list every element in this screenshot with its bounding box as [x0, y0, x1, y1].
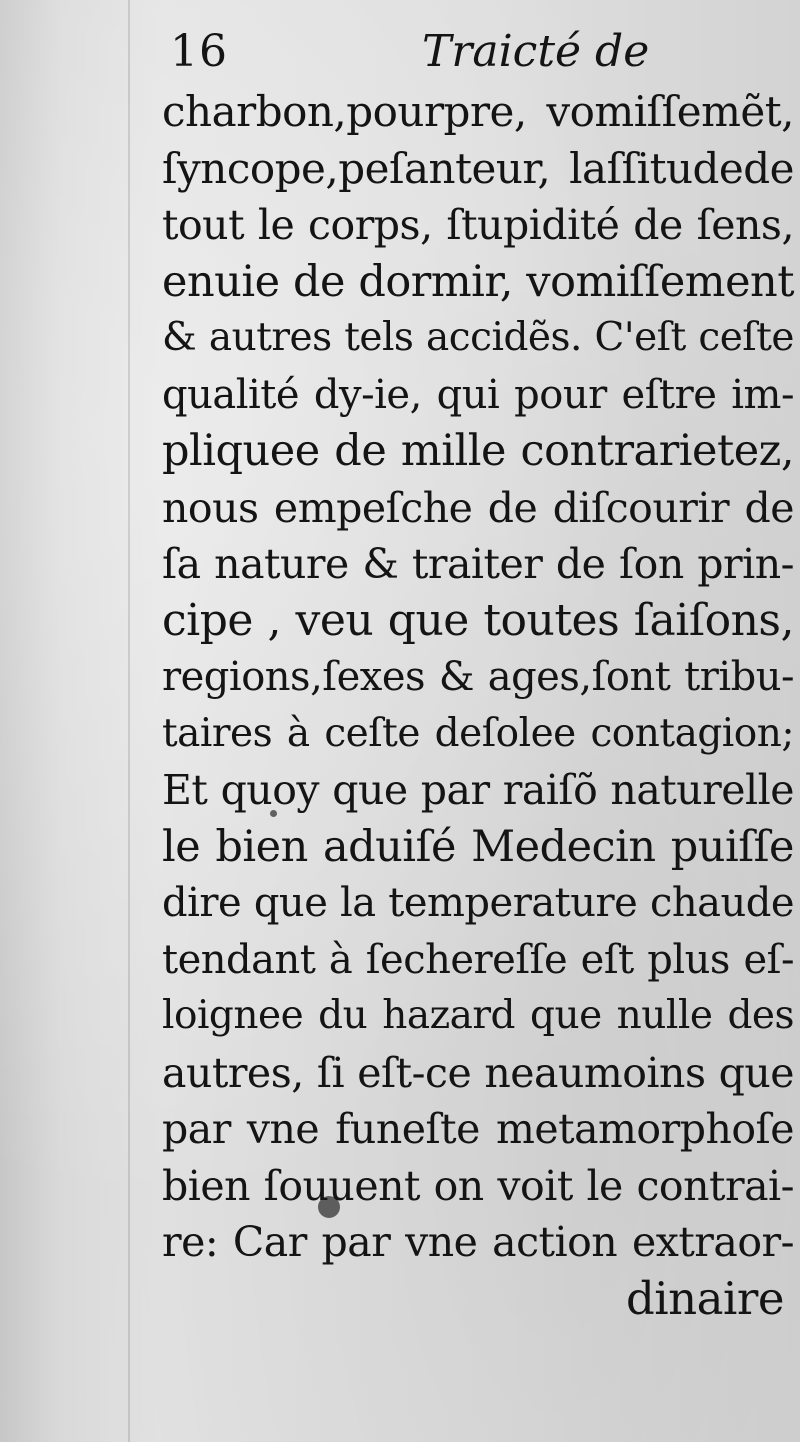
text-line: tendant à ſechereſſe eſt plus eſ-	[162, 936, 794, 983]
text-line: qualité dy-ie, qui pour eſtre im-	[162, 371, 794, 418]
text-line: cipe , veu que toutes ſaiſons,	[162, 594, 794, 646]
body-text	[162, 84, 794, 1327]
text-line: loignee du hazard que nulle des	[162, 993, 794, 1038]
text-line-catchword: dinaire	[625, 1271, 784, 1325]
page-number: 16	[170, 26, 228, 77]
page-gutter	[128, 0, 130, 1442]
text-line: le bien aduiſé Medecin puiſſe	[162, 821, 794, 872]
text-line: enuie de dormir, vomiſſement	[162, 256, 794, 307]
running-title: Traicté de	[422, 26, 650, 77]
text-line: charbon,pourpre, vomiſſemẽt,	[162, 87, 794, 136]
text-line: Et quoy que par raiſõ naturelle	[162, 766, 794, 814]
text-line: nous empeſche de diſcourir de	[162, 483, 794, 532]
text-line: regions,ſexes & ages,ſont tribu-	[162, 654, 794, 700]
text-line: pliquee de mille contrarietez,	[162, 426, 794, 476]
text-line: & autres tels accidẽs. C'eſt ceſte	[162, 315, 794, 360]
text-line: ſyncope,peſanteur, laſſitudede	[162, 143, 794, 193]
text-line: autres, ſi eſt-ce neaumoins que	[162, 1048, 794, 1097]
text-line: bien ſouuent on voit le contrai-	[162, 1161, 794, 1210]
text-line: par vne funeſte metamorphoſe	[162, 1105, 794, 1153]
text-line: re: Car par vne action extraor-	[162, 1218, 794, 1266]
text-line: ſa nature & traiter de ſon prin-	[162, 540, 794, 588]
text-line: taires à ceſte deſolee contagion;	[162, 710, 794, 756]
text-line: dire que la temperature chaude	[162, 880, 794, 926]
page-header	[170, 22, 650, 82]
text-line: tout le corps, ſtupidité de ſens,	[162, 201, 794, 249]
